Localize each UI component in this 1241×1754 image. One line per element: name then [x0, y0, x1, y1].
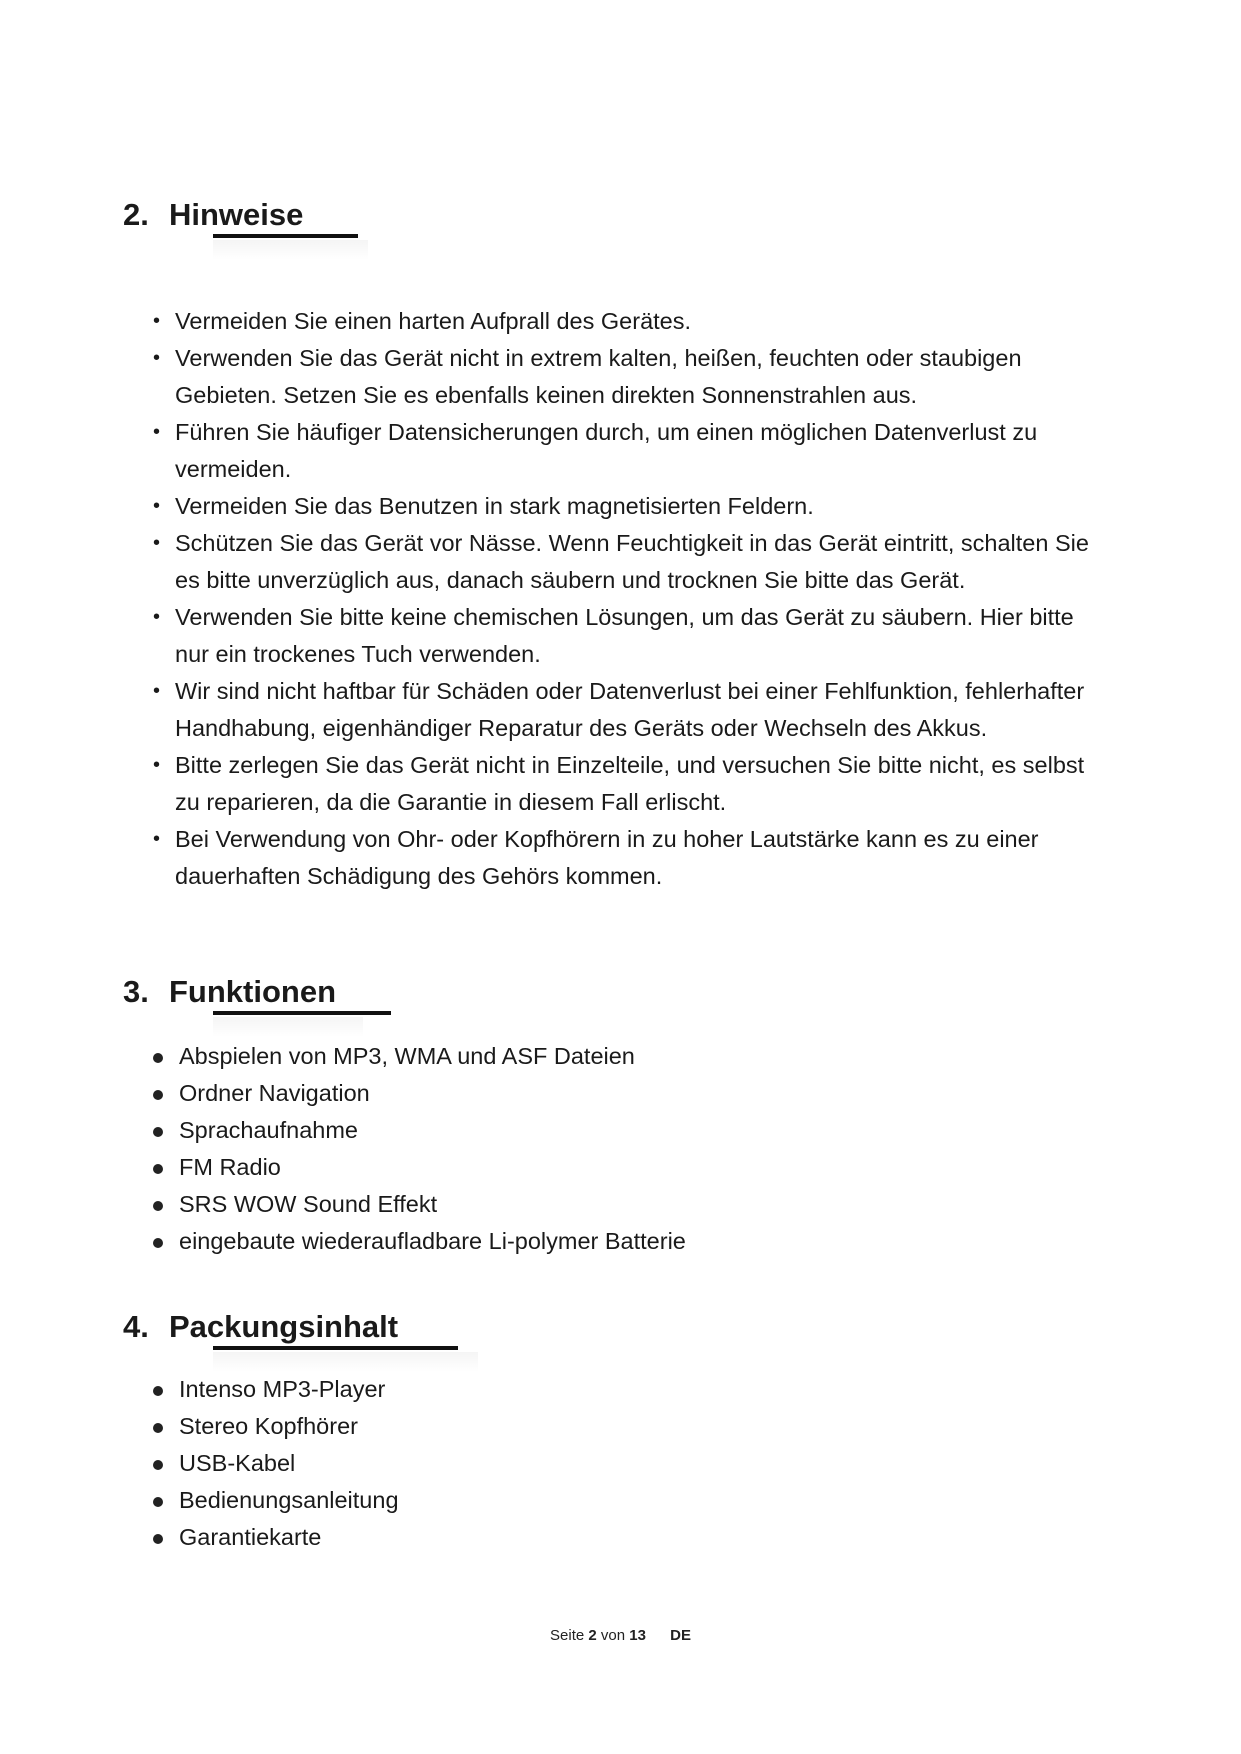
- list-item-text: Stereo Kopfhörer: [179, 1413, 358, 1439]
- page-footer: [0, 1627, 1241, 1644]
- list-item: [150, 525, 1110, 599]
- list-item: [150, 747, 1110, 821]
- list-item: [150, 1408, 399, 1445]
- list-item-text: Sprachaufnahme: [179, 1117, 358, 1143]
- list-item: [150, 488, 1110, 525]
- bullet-dot-icon: [153, 1201, 163, 1211]
- heading-shadow: [213, 1017, 363, 1037]
- bullet-dot-icon: [153, 1423, 163, 1433]
- list-item-text: SRS WOW Sound Effekt: [179, 1191, 438, 1217]
- list-item: [150, 1075, 686, 1112]
- list-item: [150, 1112, 686, 1149]
- section-number: 2.: [123, 197, 149, 232]
- list-item: [150, 821, 1110, 895]
- heading-shadow: [213, 240, 368, 260]
- bullet-dot-icon: [153, 1460, 163, 1470]
- list-item-text: Wir sind nicht haftbar für Schäden oder Datenverlust bei einer Fehlfunktion, fehlerhafter Handhabung, eigenhändiger Reparatur des Geräts oder Wechseln des Akkus.: [175, 678, 1085, 741]
- section-heading-hinweise: [123, 199, 303, 230]
- bullet-dot-icon: [153, 1497, 163, 1507]
- bullet-icon: •: [153, 310, 161, 332]
- bullet-icon: •: [153, 347, 161, 369]
- bullet-icon: •: [153, 495, 161, 517]
- footer-separator: von: [600, 1627, 626, 1644]
- list-item-text: Intenso MP3-Player: [179, 1376, 386, 1402]
- list-item-text: Abspielen von MP3, WMA und ASF Dateien: [179, 1043, 635, 1069]
- list-item: [150, 1223, 686, 1260]
- section-heading-packungsinhalt: [123, 1311, 398, 1342]
- list-item-text: Vermeiden Sie einen harten Aufprall des Gerätes.: [175, 308, 692, 334]
- section-title: Hinweise: [169, 197, 304, 232]
- list-item: [150, 1149, 686, 1186]
- list-item: [150, 340, 1110, 414]
- bullet-dot-icon: [153, 1127, 163, 1137]
- list-item: [150, 1519, 399, 1556]
- notes-list: [150, 303, 1110, 895]
- list-item-text: Bedienungsanleitung: [179, 1487, 399, 1513]
- heading-underline: [213, 234, 358, 238]
- heading-shadow: [213, 1352, 478, 1372]
- list-item-text: FM Radio: [179, 1154, 281, 1180]
- footer-prefix: Seite: [550, 1627, 585, 1644]
- list-item: [150, 414, 1110, 488]
- bullet-icon: •: [153, 532, 161, 554]
- list-item: [150, 303, 1110, 340]
- list-item: [150, 599, 1110, 673]
- footer-total-pages: 13: [629, 1627, 646, 1644]
- section-title: Funktionen: [169, 974, 337, 1009]
- list-item-text: Bitte zerlegen Sie das Gerät nicht in Einzelteile, und versuchen Sie bitte nicht, es selbst zu reparieren, da die Garantie in diesem Fall erlischt.: [175, 752, 1085, 815]
- bullet-icon: •: [153, 754, 161, 776]
- list-item: [150, 1186, 686, 1223]
- list-item-text: Führen Sie häufiger Datensicherungen durch, um einen möglichen Datenverlust zu vermeiden.: [175, 419, 1038, 482]
- list-item-text: Vermeiden Sie das Benutzen in stark magnetisierten Feldern.: [175, 493, 814, 519]
- list-item-text: Schützen Sie das Gerät vor Nässe. Wenn Feuchtigkeit in das Gerät eintritt, schalten Sie es bitte unverzüglich aus, danach säubern und trocknen Sie bitte das Gerät.: [175, 530, 1089, 593]
- bullet-dot-icon: [153, 1053, 163, 1063]
- list-item-text: eingebaute wiederaufladbare Li-polymer Batterie: [179, 1228, 686, 1254]
- heading-underline: [213, 1346, 458, 1350]
- list-item-text: Verwenden Sie das Gerät nicht in extrem kalten, heißen, feuchten oder staubigen Gebieten. Setzen Sie es ebenfalls keinen direkten Sonnenstrahlen aus.: [175, 345, 1022, 408]
- section-heading-funktionen: [123, 976, 336, 1007]
- list-item-text: Ordner Navigation: [179, 1080, 370, 1106]
- bullet-icon: •: [153, 606, 161, 628]
- list-item: [150, 1482, 399, 1519]
- bullet-dot-icon: [153, 1534, 163, 1544]
- bullet-icon: •: [153, 828, 161, 850]
- list-item: [150, 1038, 686, 1075]
- features-list: [150, 1038, 686, 1260]
- bullet-icon: •: [153, 421, 161, 443]
- section-number: 3.: [123, 974, 149, 1009]
- heading-underline: [213, 1011, 391, 1015]
- footer-page-number: 2: [588, 1627, 597, 1644]
- bullet-dot-icon: [153, 1386, 163, 1396]
- list-item: [150, 673, 1110, 747]
- list-item: [150, 1445, 399, 1482]
- section-number: 4.: [123, 1309, 149, 1344]
- footer-language: DE: [670, 1627, 691, 1644]
- bullet-dot-icon: [153, 1090, 163, 1100]
- section-title: Packungsinhalt: [169, 1309, 399, 1344]
- list-item: [150, 1371, 399, 1408]
- list-item-text: USB-Kabel: [179, 1450, 296, 1476]
- list-item-text: Garantiekarte: [179, 1524, 322, 1550]
- bullet-icon: •: [153, 680, 161, 702]
- package-list: [150, 1371, 399, 1556]
- list-item-text: Bei Verwendung von Ohr- oder Kopfhörern in zu hoher Lautstärke kann es zu einer dauerhaften Schädigung des Gehörs kommen.: [175, 826, 1039, 889]
- bullet-dot-icon: [153, 1238, 163, 1248]
- bullet-dot-icon: [153, 1164, 163, 1174]
- list-item-text: Verwenden Sie bitte keine chemischen Lösungen, um das Gerät zu säubern. Hier bitte nur ein trockenes Tuch verwenden.: [175, 604, 1074, 667]
